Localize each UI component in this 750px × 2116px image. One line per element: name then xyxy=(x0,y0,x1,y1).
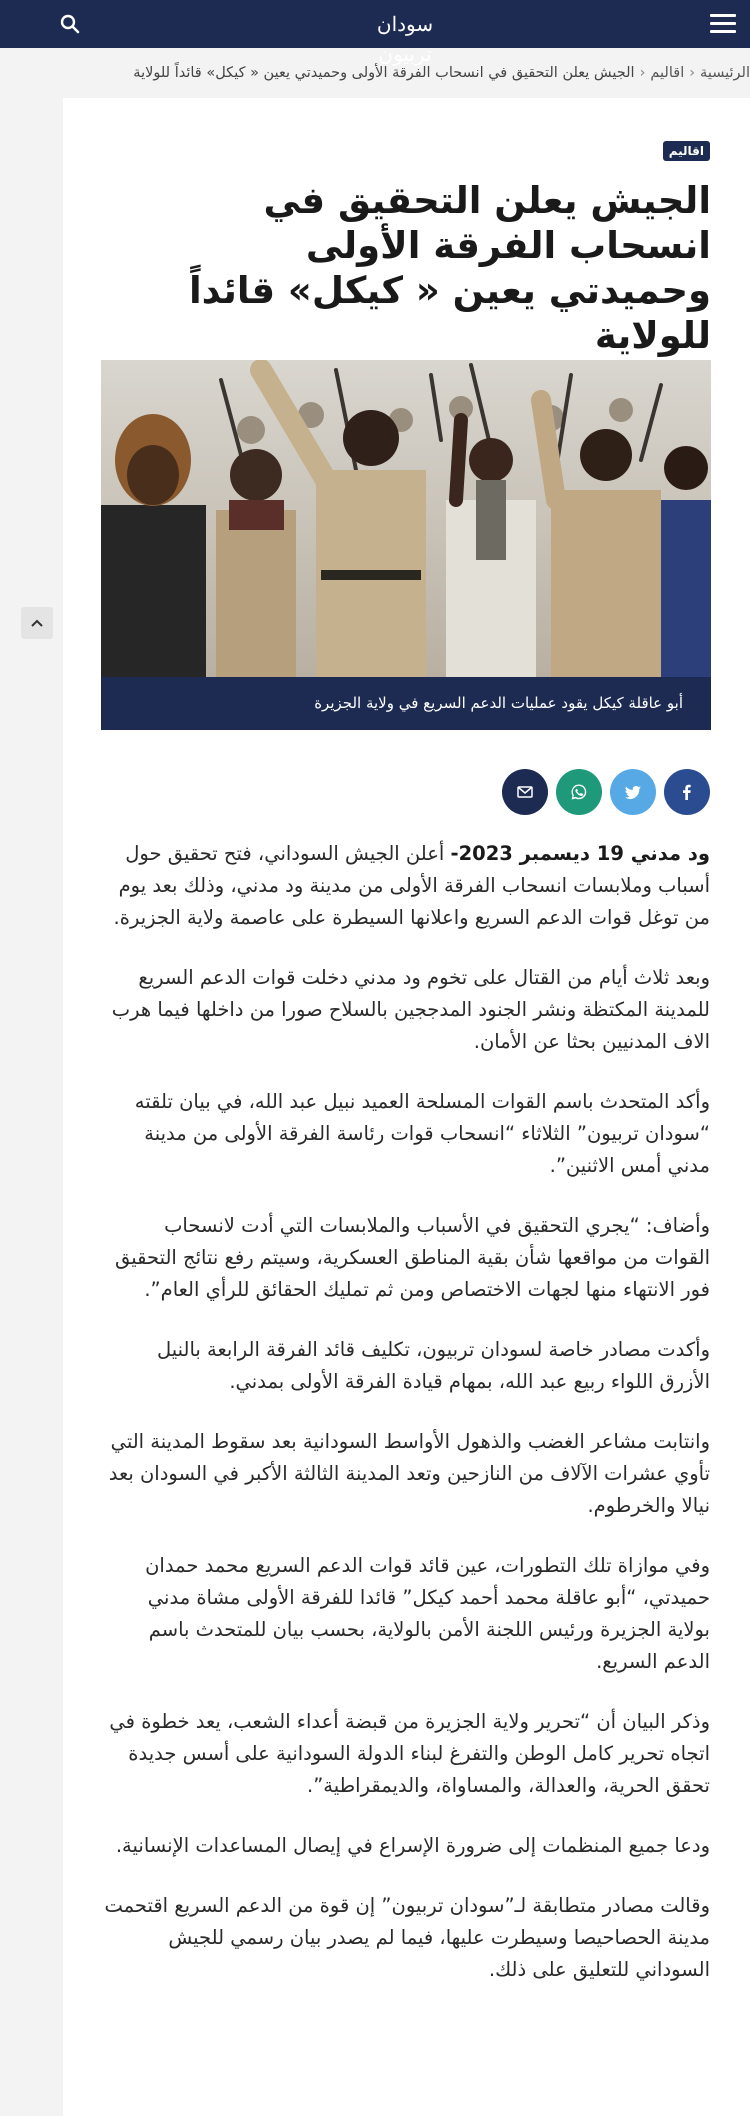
email-share-button[interactable] xyxy=(502,769,548,815)
article-paragraph: وفي موازاة تلك التطورات، عين قائد قوات الدعم السريع محمد حمدان حميدتي، “أبو عاقلة محمد أحمد كيكل” قائدا للفرقة الأولى مشاة مدني بولاية الجزيرة ورئيس اللجنة الأمن بالولاية، بحسب بيان للمتحدث باسم الدعم السريع. xyxy=(145,1554,710,1673)
breadcrumb-current: الجيش يعلن التحقيق في انسحاب الفرقة الأولى وحميدتي يعين « كيكل» قائداً للولاية xyxy=(133,65,635,81)
site-logo[interactable]: سودان تربيون xyxy=(376,12,434,66)
facebook-icon xyxy=(677,782,697,802)
breadcrumb-separator-icon: ‹ xyxy=(689,65,696,81)
photo-caption xyxy=(101,677,711,730)
breadcrumb-section-link[interactable]: اقاليم xyxy=(650,65,685,81)
article-dateline: ود مدني 19 ديسمبر 2023- xyxy=(450,842,710,865)
article-paragraph: وأضاف: “يجري التحقيق في الأسباب والملابسات التي أدت لانسحاب القوات من مواقعها شأن بقية المناطق العسكرية، وسيتم رفع نتائج التحقيق فور الانتهاء منها لجهات الاختصاص ومن ثم تمليك الحقائق للرأي العام”. xyxy=(114,1214,710,1301)
search-icon[interactable] xyxy=(58,12,82,36)
article-paragraph: وذكر البيان أن “تحرير ولاية الجزيرة من قبضة أعداء الشعب، يعد خطوة في اتجاه تحرير كامل الوطن والتفرغ لبناء الدولة السودانية على أسس جديدة تحقق الحرية، والعدالة، والمساواة، والديمقراطية”. xyxy=(109,1710,710,1797)
twitter-share-button[interactable] xyxy=(610,769,656,815)
top-navigation-bar xyxy=(0,0,750,66)
scroll-to-top-button[interactable] xyxy=(21,607,53,639)
breadcrumb xyxy=(0,48,750,98)
article-paragraph: وانتابت مشاعر الغضب والذهول الأواسط السودانية بعد سقوط المدينة التي تأوي عشرات الآلاف من النازحين وتعد المدينة الثالثة الأكبر في السودان بعد نيالا والخرطوم. xyxy=(108,1430,710,1517)
photo-caption-text: أبو عاقلة كيكل يقود عمليات الدعم السريع في ولاية الجزيرة xyxy=(314,694,683,712)
breadcrumb-separator-icon: ‹ xyxy=(639,65,646,81)
envelope-icon xyxy=(515,782,535,802)
facebook-share-button[interactable] xyxy=(664,769,710,815)
twitter-icon xyxy=(623,782,643,802)
breadcrumb-home-link[interactable]: الرئيسية xyxy=(700,65,750,81)
article-photo xyxy=(101,360,711,677)
article-paragraph: وأكدت مصادر خاصة لسودان تربيون، تكليف قائد الفرقة الرابعة بالنيل الأزرق اللواء ربيع عبد الله، بمهام قيادة الفرقة الأولى بمدني. xyxy=(157,1338,710,1393)
article-body xyxy=(104,838,710,2014)
hamburger-menu-icon[interactable] xyxy=(710,14,736,34)
article-paragraph: ود مدني 19 ديسمبر 2023- أعلن الجيش السوداني، فتح تحقيق حول أسباب وملابسات انسحاب الفرقة الأولى من مدينة ود مدني، وذلك بعد يوم من توغل قوات الدعم السريع واعلانها السيطرة على عاصمة ولاية الجزيرة. xyxy=(113,842,710,929)
category-badge[interactable]: اقاليم xyxy=(663,141,710,161)
whatsapp-icon xyxy=(569,782,589,802)
article-title: الجيش يعلن التحقيق في انسحاب الفرقة الأولى وحميدتي يعين « كيكل» قائداً للولاية xyxy=(188,179,711,357)
article-paragraph: وبعد ثلاث أيام من القتال على تخوم ود مدني دخلت قوات الدعم السريع للمدينة المكتظة ونشر الجنود المدججين بالسلاح صورا من داخلها فيما هرب الاف المدنيين بحثا عن الأمان. xyxy=(111,966,710,1053)
article-paragraph: وقالت مصادر متطابقة لـ”سودان تربيون” إن قوة من الدعم السريع اقتحمت مدينة الحصاحيصا وسيطرت عليها، فيما لم يصدر بيان رسمي للجيش السوداني للتعليق على ذلك. xyxy=(104,1894,710,1981)
chevron-up-icon xyxy=(21,607,53,639)
whatsapp-share-button[interactable] xyxy=(556,769,602,815)
article-paragraph: ودعا جميع المنظمات إلى ضرورة الإسراع في إيصال المساعدات الإنسانية. xyxy=(115,1834,710,1857)
article-paragraph: وأكد المتحدث باسم القوات المسلحة العميد نبيل عبد الله، في بيان تلقته “سودان تربيون” الثلاثاء “انسحاب قوات رئاسة الفرقة الأولى من مدينة مدني أمس الاثنين”. xyxy=(134,1090,710,1177)
